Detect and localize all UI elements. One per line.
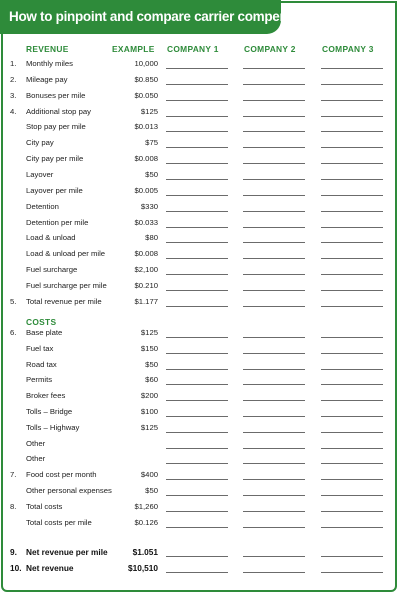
company-2-blank[interactable]	[243, 463, 305, 464]
worksheet-row	[0, 389, 400, 403]
row-label: Stop pay per mile	[26, 122, 86, 132]
worksheet-row	[0, 168, 400, 182]
row-label: Monthly miles	[26, 59, 73, 68]
worksheet-row	[0, 120, 400, 134]
example-value: $0.013	[134, 122, 158, 132]
company-2-blank[interactable]	[243, 432, 305, 433]
row-label: Layover	[26, 169, 54, 179]
company-1-blank[interactable]	[166, 179, 228, 180]
row-label: Load & unload per mile	[26, 249, 106, 259]
worksheet-row	[0, 263, 400, 277]
title-banner	[0, 0, 326, 34]
row-label: Total revenue per mile	[26, 296, 102, 306]
company-2-blank[interactable]	[243, 448, 305, 449]
row-label: Load & unload	[26, 233, 76, 243]
worksheet-row	[0, 152, 400, 166]
worksheet-row	[0, 500, 400, 514]
company-2-blank[interactable]	[243, 116, 305, 117]
worksheet-row	[0, 136, 400, 150]
company-3-blank[interactable]	[321, 195, 383, 196]
company-1-blank[interactable]	[166, 84, 228, 85]
company-2-blank[interactable]	[243, 416, 305, 417]
company-3-blank[interactable]	[321, 163, 383, 164]
company-1-blank[interactable]	[166, 131, 228, 132]
row-label: Mileage pay	[26, 74, 68, 84]
company-2-blank[interactable]	[243, 495, 305, 496]
row-label: Detention per mile	[26, 217, 89, 227]
company-1-blank[interactable]	[166, 416, 228, 417]
company-2-blank[interactable]	[243, 242, 305, 243]
company-1-blank[interactable]	[166, 337, 228, 338]
example-value: $50	[145, 359, 158, 369]
row-number: 9.	[10, 547, 17, 557]
example-value: $150	[140, 343, 158, 353]
company-2-blank[interactable]	[243, 369, 305, 370]
company-1-blank[interactable]	[166, 495, 228, 496]
row-label: Bonuses per mile	[26, 90, 86, 100]
company-3-blank[interactable]	[321, 400, 383, 401]
company-2-blank[interactable]	[243, 131, 305, 132]
worksheet-row	[0, 421, 400, 435]
row-label: Fuel tax	[26, 343, 54, 353]
example-value: 10,000	[134, 59, 158, 68]
example-value: $400	[140, 470, 158, 480]
row-label: Broker fees	[26, 391, 66, 401]
company-2-blank[interactable]	[243, 100, 305, 101]
company-2-blank[interactable]	[243, 511, 305, 512]
worksheet-row	[0, 373, 400, 387]
company-1-blank[interactable]	[166, 211, 228, 212]
company-3-blank[interactable]	[321, 242, 383, 243]
company-1-blank[interactable]	[166, 369, 228, 370]
company-2-blank[interactable]	[243, 179, 305, 180]
row-label: Detention	[26, 201, 59, 211]
worksheet-row	[0, 484, 400, 498]
company-3-blank[interactable]	[321, 274, 383, 275]
company-2-blank[interactable]	[243, 163, 305, 164]
company-1-blank[interactable]	[166, 306, 228, 307]
company-3-blank[interactable]	[321, 432, 383, 433]
company-3-blank[interactable]	[321, 384, 383, 385]
row-label: City pay	[26, 138, 54, 148]
company-1-blank[interactable]	[166, 290, 228, 291]
example-value: $2,100	[134, 265, 158, 275]
row-label: Total costs per mile	[26, 517, 92, 527]
worksheet-row	[0, 545, 400, 559]
company-2-blank[interactable]	[243, 527, 305, 528]
example-value: $125	[140, 328, 158, 337]
company-1-blank[interactable]	[166, 227, 228, 228]
company-1-blank[interactable]	[166, 527, 228, 528]
row-number: 7.	[10, 470, 17, 480]
company-1-blank[interactable]	[166, 68, 228, 69]
worksheet-row	[0, 105, 400, 119]
company-1-blank[interactable]	[166, 400, 228, 401]
company-2-blank[interactable]	[243, 84, 305, 85]
company-1-blank[interactable]	[166, 353, 228, 354]
example-value: $50	[145, 169, 158, 179]
example-value: $0.033	[134, 217, 158, 227]
row-label: Food cost per month	[26, 470, 97, 480]
company-3-blank[interactable]	[321, 527, 383, 528]
row-label: Net revenue per mile	[26, 547, 108, 557]
company-2-blank[interactable]	[243, 353, 305, 354]
company-1-header: COMPANY 1	[167, 44, 219, 54]
worksheet-row	[0, 57, 400, 71]
company-1-blank[interactable]	[166, 432, 228, 433]
company-1-blank[interactable]	[166, 511, 228, 512]
company-3-blank[interactable]	[321, 306, 383, 307]
company-3-blank[interactable]	[321, 179, 383, 180]
company-3-blank[interactable]	[321, 448, 383, 449]
example-value: $0.008	[134, 154, 158, 164]
company-2-blank[interactable]	[243, 274, 305, 275]
row-label: Other	[26, 454, 46, 464]
row-label: Tolls – Highway	[26, 422, 80, 432]
row-label: Fuel surcharge	[26, 265, 78, 275]
company-1-blank[interactable]	[166, 572, 228, 573]
worksheet-row	[0, 468, 400, 482]
company-3-blank[interactable]	[321, 337, 383, 338]
row-label: Permits	[26, 375, 53, 385]
row-label: Other personal expenses	[26, 486, 112, 495]
company-2-blank[interactable]	[243, 195, 305, 196]
company-3-blank[interactable]	[321, 258, 383, 259]
row-label: Road tax	[26, 359, 57, 369]
row-label: Tolls – Bridge	[26, 407, 73, 416]
company-1-blank[interactable]	[166, 163, 228, 164]
company-1-blank[interactable]	[166, 242, 228, 243]
example-value: $50	[145, 486, 158, 495]
row-label: Layover per mile	[26, 185, 83, 195]
example-header: EXAMPLE	[112, 44, 155, 54]
company-3-blank[interactable]	[321, 227, 383, 228]
row-label: Additional stop pay	[26, 106, 91, 116]
company-2-blank[interactable]	[243, 290, 305, 291]
company-2-blank[interactable]	[243, 384, 305, 385]
example-value: $0.050	[134, 90, 158, 100]
company-3-blank[interactable]	[321, 116, 383, 117]
example-value: $80	[145, 233, 158, 243]
example-value: $60	[145, 375, 158, 385]
example-value: $0.126	[134, 517, 158, 527]
row-number: 6.	[10, 328, 17, 337]
company-2-header: COMPANY 2	[244, 44, 296, 54]
worksheet-row	[0, 516, 400, 530]
company-1-blank[interactable]	[166, 100, 228, 101]
company-3-blank[interactable]	[321, 369, 383, 370]
company-1-blank[interactable]	[166, 274, 228, 275]
example-value: $0.008	[134, 249, 158, 259]
company-1-blank[interactable]	[166, 116, 228, 117]
worksheet-row	[0, 247, 400, 261]
worksheet-row	[0, 295, 400, 309]
company-3-blank[interactable]	[321, 463, 383, 464]
revenue-header: REVENUE	[26, 44, 69, 54]
row-number: 8.	[10, 501, 17, 511]
example-value: $0.210	[134, 280, 158, 290]
worksheet-row	[0, 326, 400, 340]
worksheet-row	[0, 437, 400, 451]
company-3-blank[interactable]	[321, 100, 383, 101]
company-1-blank[interactable]	[166, 479, 228, 480]
example-value: $75	[145, 138, 158, 148]
row-number: 5.	[10, 296, 17, 306]
row-label: Base plate	[26, 328, 63, 337]
company-3-blank[interactable]	[321, 479, 383, 480]
company-3-blank[interactable]	[321, 131, 383, 132]
row-label: City pay per mile	[26, 154, 84, 164]
company-3-blank[interactable]	[321, 211, 383, 212]
company-2-blank[interactable]	[243, 572, 305, 573]
example-value: $125	[140, 106, 158, 116]
company-2-blank[interactable]	[243, 147, 305, 148]
company-2-blank[interactable]	[243, 400, 305, 401]
company-1-blank[interactable]	[166, 448, 228, 449]
row-number: 1.	[10, 59, 17, 68]
company-3-header: COMPANY 3	[322, 44, 374, 54]
row-number: 3.	[10, 90, 17, 100]
company-3-blank[interactable]	[321, 511, 383, 512]
company-3-blank[interactable]	[321, 353, 383, 354]
page-title: How to pinpoint and compare carrier compensation	[9, 9, 326, 24]
worksheet-row	[0, 73, 400, 87]
company-2-blank[interactable]	[243, 258, 305, 259]
example-value: $1.177	[134, 296, 158, 306]
worksheet-row	[0, 184, 400, 198]
company-2-blank[interactable]	[243, 211, 305, 212]
company-2-blank[interactable]	[243, 556, 305, 557]
company-3-blank[interactable]	[321, 416, 383, 417]
company-1-blank[interactable]	[166, 556, 228, 557]
company-3-blank[interactable]	[321, 147, 383, 148]
company-3-blank[interactable]	[321, 572, 383, 573]
company-1-blank[interactable]	[166, 258, 228, 259]
company-2-blank[interactable]	[243, 306, 305, 307]
company-3-blank[interactable]	[321, 556, 383, 557]
row-number: 10.	[10, 563, 22, 573]
row-label: Total costs	[26, 501, 63, 511]
company-1-blank[interactable]	[166, 195, 228, 196]
worksheet-row	[0, 452, 400, 466]
example-value: $1.051	[132, 547, 158, 557]
example-value: $200	[140, 391, 158, 401]
company-2-blank[interactable]	[243, 227, 305, 228]
company-3-blank[interactable]	[321, 84, 383, 85]
row-label: Fuel surcharge per mile	[26, 280, 107, 290]
example-value: $10,510	[128, 563, 158, 573]
company-2-blank[interactable]	[243, 337, 305, 338]
worksheet-row	[0, 342, 400, 356]
example-value: $0.005	[134, 185, 158, 195]
worksheet-row	[0, 358, 400, 372]
worksheet-row	[0, 89, 400, 103]
worksheet-row	[0, 216, 400, 230]
row-number: 4.	[10, 106, 17, 116]
example-value: $1,260	[134, 501, 158, 511]
example-value: $330	[140, 201, 158, 211]
company-2-blank[interactable]	[243, 479, 305, 480]
worksheet-row	[0, 405, 400, 419]
example-value: $0.850	[134, 74, 158, 84]
worksheet-row	[0, 279, 400, 293]
costs-header: COSTS	[26, 317, 57, 327]
row-number: 2.	[10, 74, 17, 84]
company-1-blank[interactable]	[166, 463, 228, 464]
row-label: Net revenue	[26, 563, 74, 573]
company-1-blank[interactable]	[166, 147, 228, 148]
worksheet-row	[0, 231, 400, 245]
company-3-blank[interactable]	[321, 495, 383, 496]
example-value: $100	[140, 407, 158, 416]
worksheet-row	[0, 561, 400, 575]
company-3-blank[interactable]	[321, 68, 383, 69]
company-1-blank[interactable]	[166, 384, 228, 385]
worksheet-row	[0, 200, 400, 214]
example-value: $125	[140, 422, 158, 432]
company-2-blank[interactable]	[243, 68, 305, 69]
row-label: Other	[26, 438, 46, 448]
company-3-blank[interactable]	[321, 290, 383, 291]
